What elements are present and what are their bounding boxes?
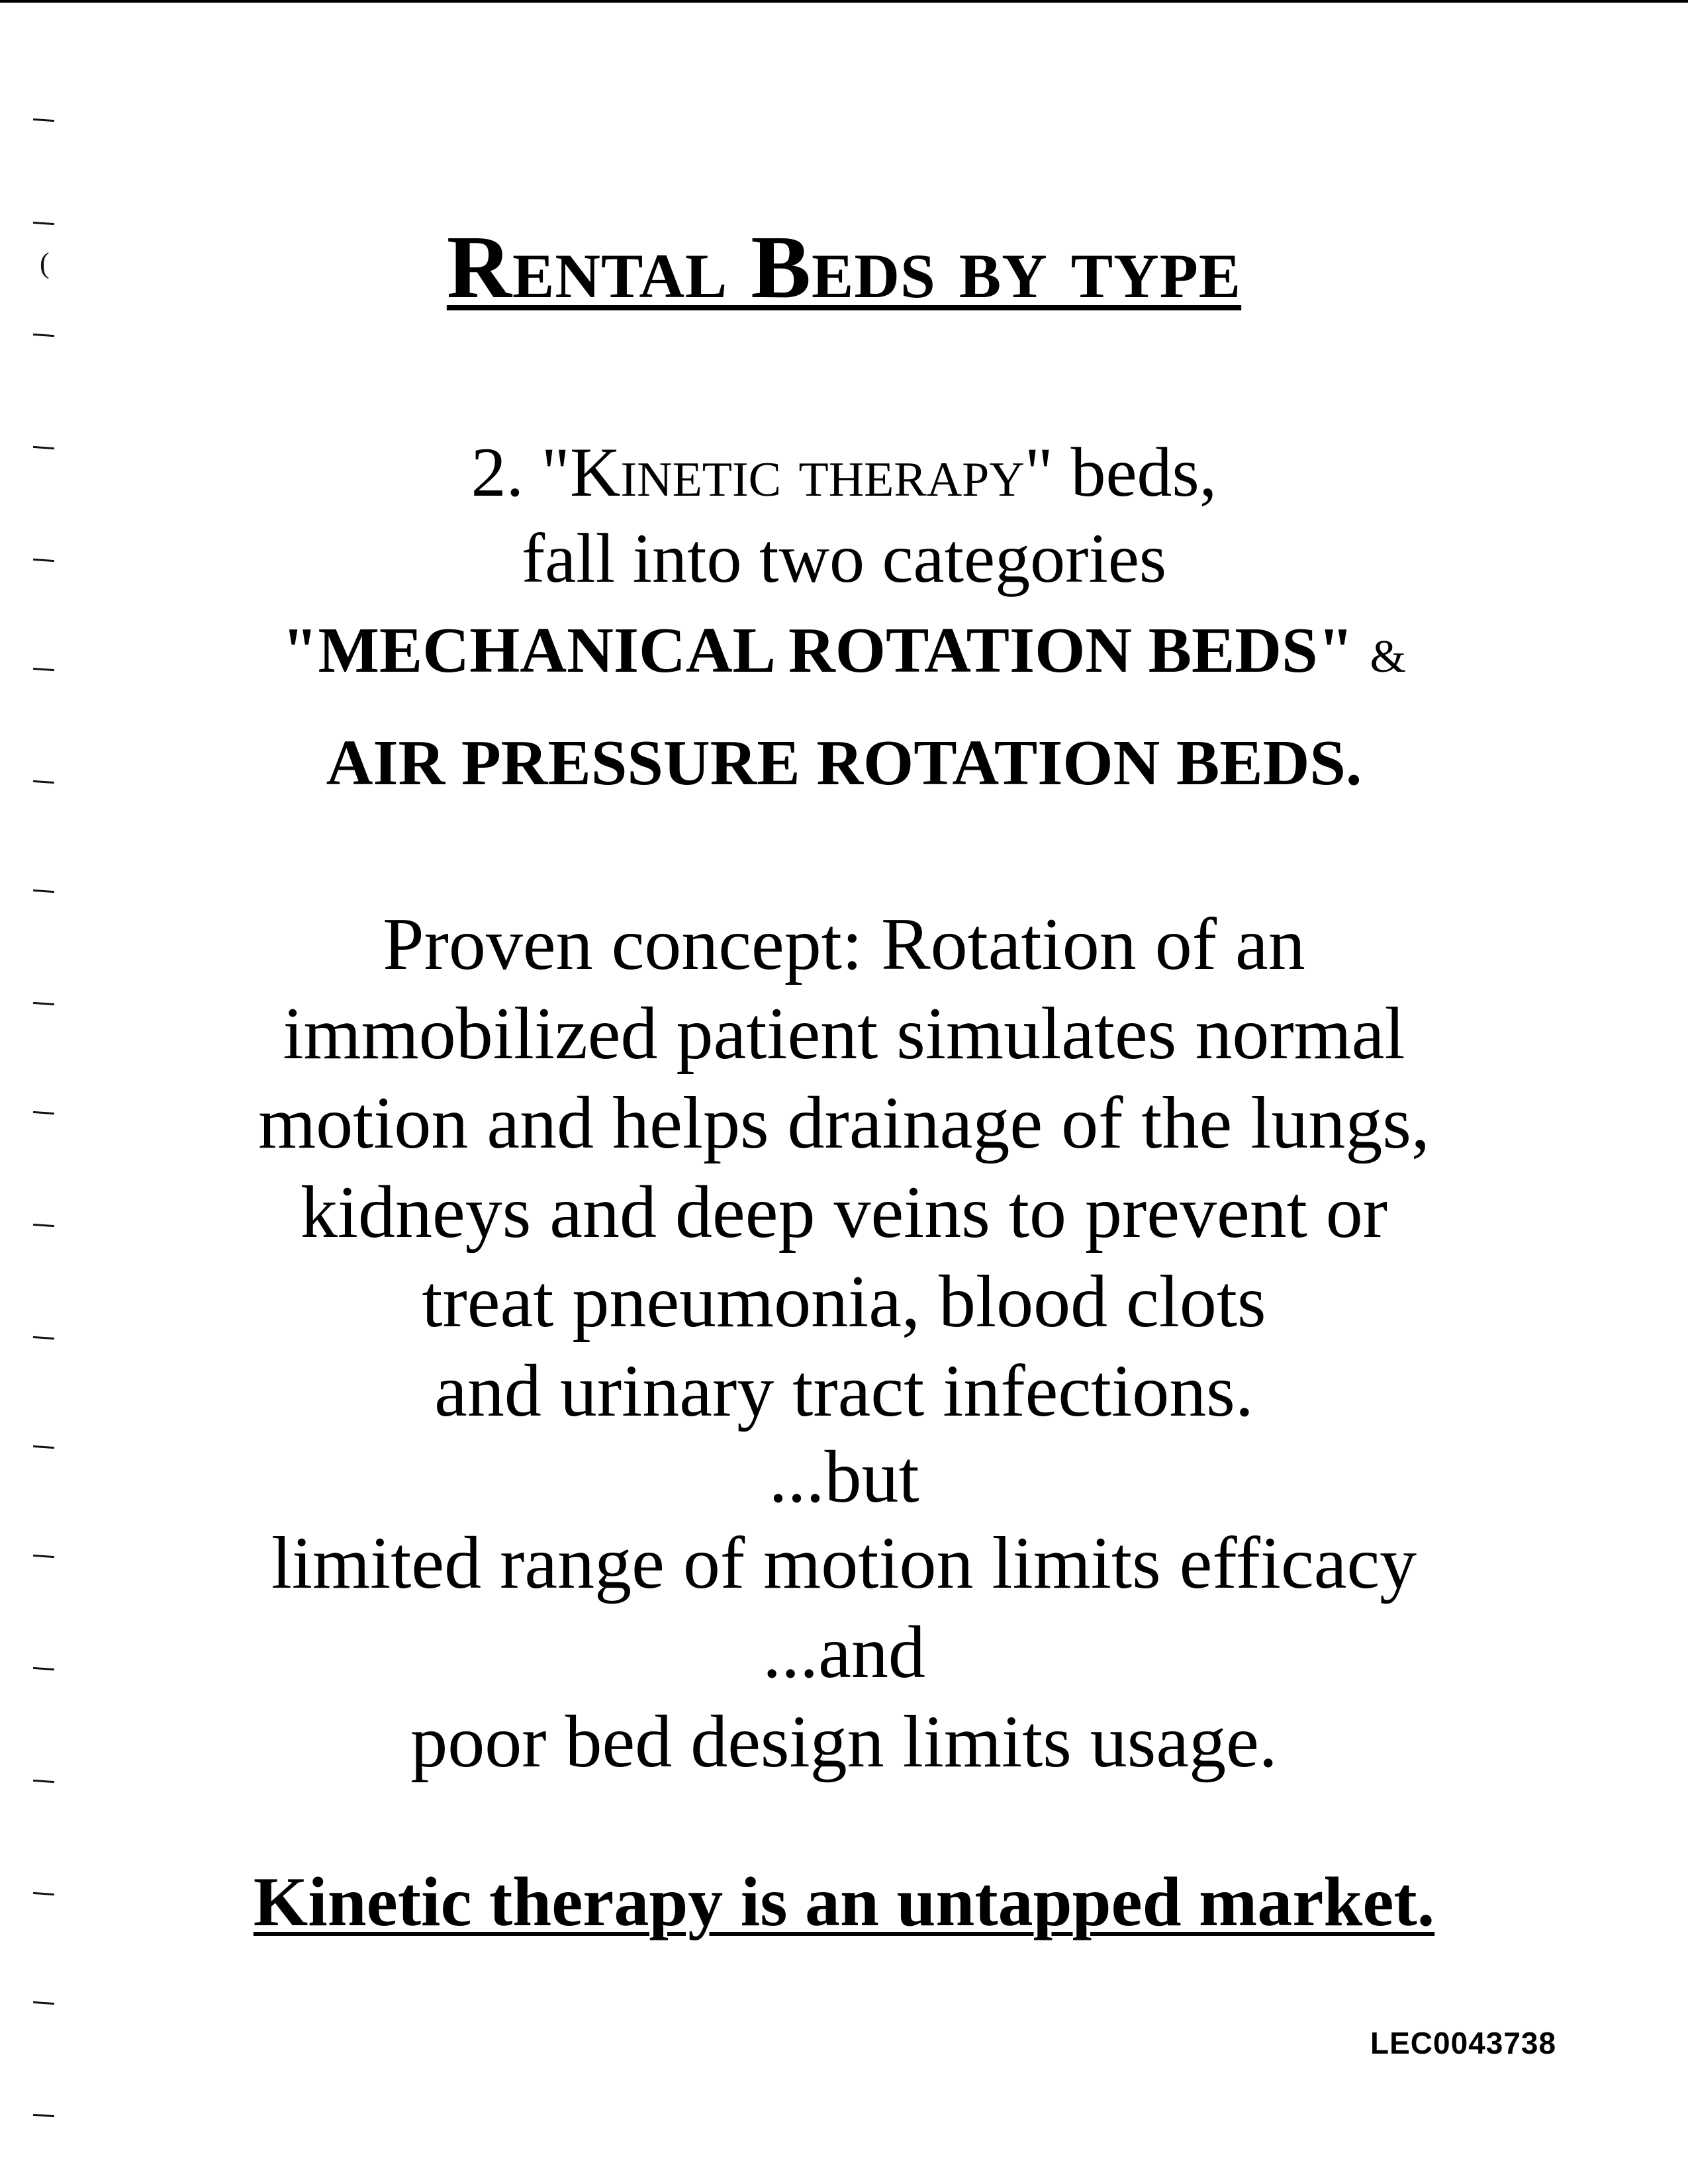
body-line: kidneys and deep veins to prevent or [300, 1171, 1388, 1253]
heading-line-2: fall into two categories [521, 520, 1167, 597]
document-id: LEC0043738 [1370, 2026, 1557, 2060]
heading-line-1-rest: " beds, [1024, 433, 1217, 511]
body-line: immobilized patient simulates normal [283, 993, 1405, 1075]
page-title [0, 218, 1688, 318]
mechanical-rotation-beds: "MECHANICAL ROTATION BEDS" [282, 615, 1354, 686]
heading-line-3 [0, 612, 1688, 690]
heading-line-1 [0, 430, 1688, 514]
body-line: motion and helps drainage of the lungs, [258, 1082, 1430, 1164]
heading-kinetic-therapy: Kinetic therapy [569, 433, 1025, 511]
margin-glyph: ( [40, 247, 50, 279]
body-line: and urinary tract infections. [434, 1350, 1254, 1432]
body-line: ...and [763, 1612, 925, 1694]
heading-number: 2. " [471, 433, 570, 511]
closing-statement [0, 1860, 1688, 1944]
closing-statement-text: Kinetic therapy is an untapped market. [253, 1863, 1435, 1940]
body-line: ...but [769, 1436, 919, 1518]
body-line: limited range of motion limits efficacy [271, 1522, 1417, 1604]
body-line: Proven concept: Rotation of an [383, 903, 1305, 985]
page-title-text: Rental Beds by type [446, 218, 1242, 317]
ampersand: & [1370, 631, 1406, 682]
heading-line-4: AIR PRESSURE ROTATION BEDS. [326, 727, 1362, 799]
body-line: poor bed design limits usage. [410, 1701, 1278, 1783]
body-line: treat pneumonia, blood clots [422, 1261, 1266, 1343]
